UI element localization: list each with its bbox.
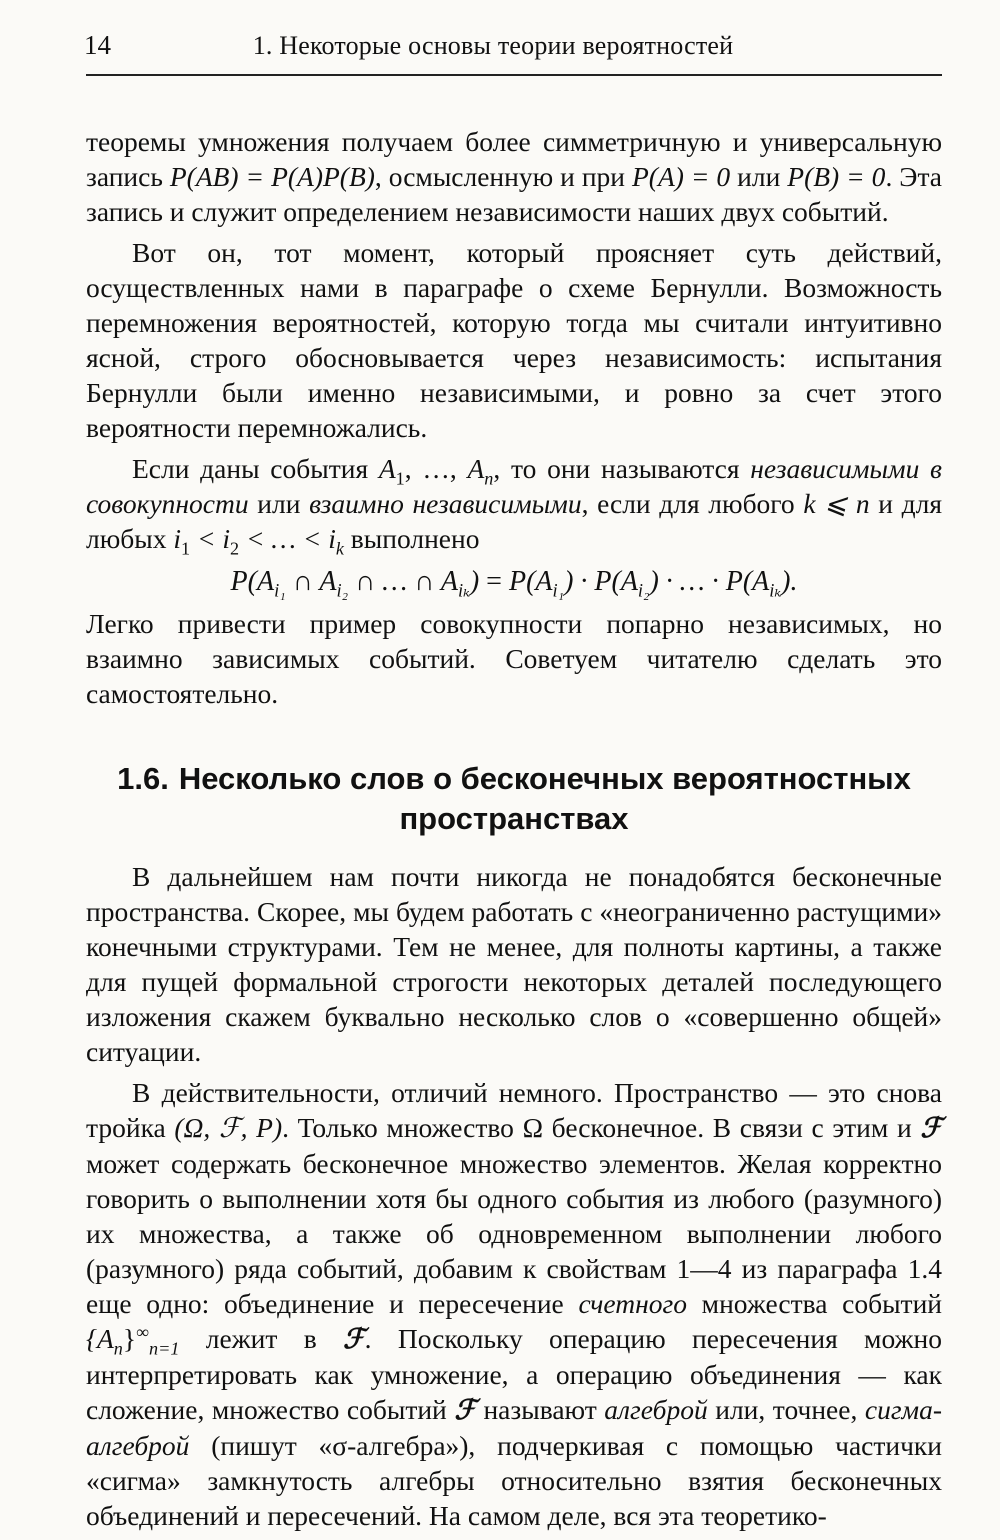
- term-mutually-independent: взаимно независимыми: [309, 488, 582, 519]
- paragraph-exercise: Легко привести пример совокупности попарно независимых, но взаимно зависимых событий. Советуем читателю сделать это самостоятельно.: [86, 608, 942, 709]
- paragraph-mutual-independence: Если даны события $A_1$, …, $A_n$, то они называются независимыми в совокупности или взаимно независимыми, если для любого k ⩽ n и для любых $i_1 < i_2$ < … < $i_k$ выполнено: [86, 453, 942, 559]
- paragraph-independence-definition: теоремы умножения получаем более симметричную и универсальную запись P(AB) = P(A)P(B), осмысленную и при P(A) = 0 или P(B) = 0. Эта запись и служит определением независимости наших двух событий.: [86, 126, 943, 227]
- paragraph-sigma-algebra: В действительности, отличий немного. Пространство — это снова тройка (Ω, ℱ, P). Только множество Ω бесконечное. В связи с этим и ℱ может содержать бесконечное множество элементов. Желая корректно говорить о выполнении хотя бы одного события из любого (разумного) их множества, а также об одновременном выполнении любого (разумного) ряда событий, добавим к свойствам 1—4 из параграфа 1.4 еще одно: объединение и пересечение счетного множества событий $\{A_n\}^\infty_{n=1}$ лежит в ℱ. Поскольку операцию пересечения можно интерпретировать как умножение, а операцию объединения — как сложение, множество событий ℱ называют алгеброй или, точнее, сигма-алгеброй (пишут «σ-алгебра»), подчеркивая с помощью частички «сигма» замкнутость алгебры относительно взятия бесконечных объединений и пересечений. На самом деле, вся эта теоретико-: [86, 1077, 943, 1531]
- section-number: 1.6.: [117, 761, 169, 796]
- section-heading: [106, 759, 922, 839]
- section-title: Несколько слов о бесконечных вероятностных пространствах: [178, 761, 911, 836]
- term-algebra: алгеброй: [604, 1394, 708, 1425]
- paragraph-infinite-spaces-intro: В дальнейшем нам почти никогда не понадобятся бесконечные пространства. Скорее, мы будем работать с «неограниченно растущими» конечными структурами. Тем не менее, для полноты картины, а также для пущей формальной строгости некоторых деталей последующего изложения скажем буквально несколько слов о «совершенно общей» ситуации.: [86, 861, 942, 1067]
- term-sigma-algebra: сигма-алгеброй: [86, 1394, 943, 1461]
- running-title: 1. Некоторые основы теории вероятностей: [252, 31, 734, 60]
- page-number: 14: [84, 30, 111, 60]
- display-formula: $P(A_{i_1}$ ∩ $A_{i_2}$ ∩ … ∩ $A_{i_k}) = P(A_{i_1}) \cdot P(A_{i_2})$ · … · $P(A_{i_k})$.: [230, 566, 798, 601]
- page-header: [86, 30, 942, 76]
- paragraph-bernoulli: Вот он, тот момент, который проясняет суть действий, осуществленных нами в параграфе о схеме Бернулли. Возможность перемножения вероятностей, которую тогда мы считали интуитивно ясной, строго обосновывается через независимость: испытания Бернулли были именно независимыми, и ровно за счет этого вероятности перемножались.: [86, 237, 942, 443]
- term-independent-in-aggregate: независимыми в совокупности: [86, 453, 942, 519]
